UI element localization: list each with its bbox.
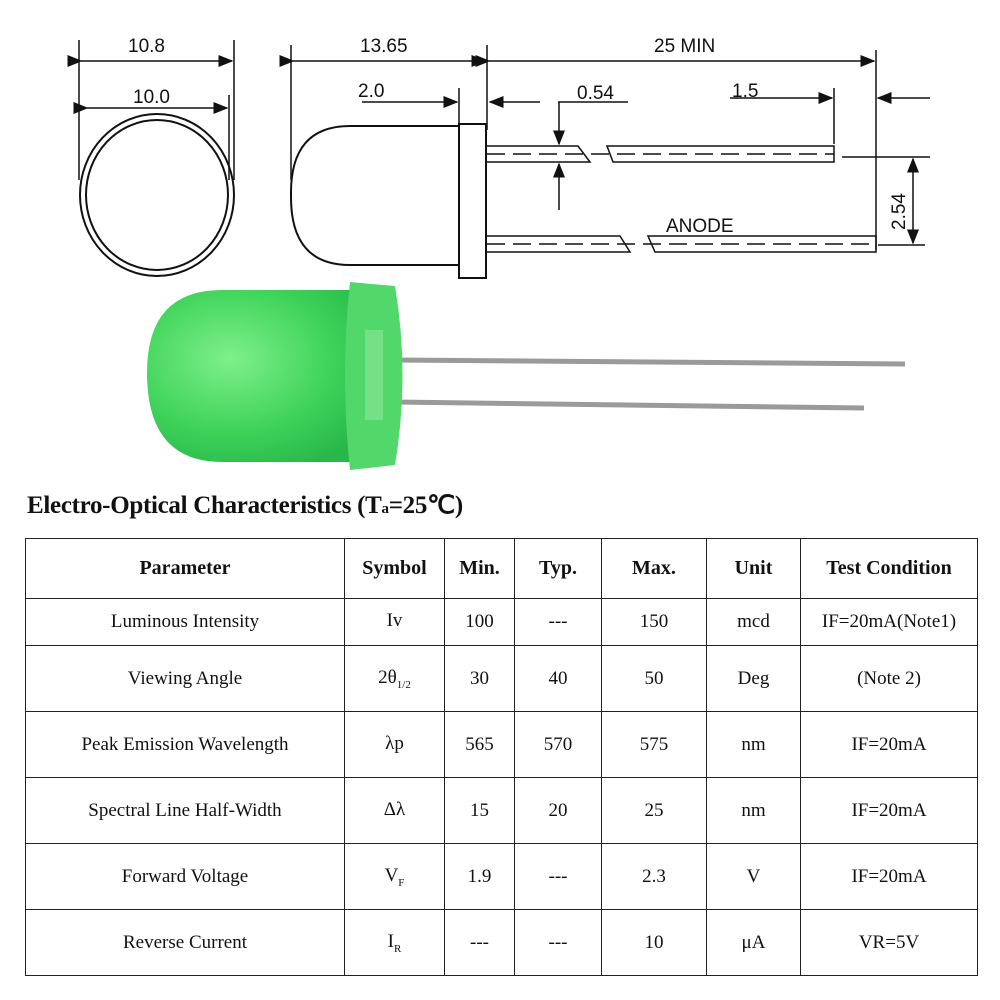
max-cell: 2.3 (602, 844, 707, 910)
symbol-cell: λp (345, 712, 445, 778)
parameter-cell: Viewing Angle (26, 646, 345, 712)
unit-cell: nm (707, 778, 801, 844)
parameter-cell: Spectral Line Half-Width (26, 778, 345, 844)
condition-cell: IF=20mA (801, 712, 978, 778)
typ-cell: 40 (515, 646, 602, 712)
col-max: Max. (602, 539, 707, 599)
col-parameter: Parameter (26, 539, 345, 599)
min-cell: 100 (445, 599, 515, 646)
typ-cell: --- (515, 599, 602, 646)
parameter-cell: Forward Voltage (26, 844, 345, 910)
min-cell: 30 (445, 646, 515, 712)
symbol-cell: Δλ (345, 778, 445, 844)
min-cell: --- (445, 910, 515, 976)
table-row (26, 712, 978, 778)
table-row (26, 646, 978, 712)
unit-cell: μA (707, 910, 801, 976)
dim-body-length: 13.65 (360, 36, 408, 57)
green-led-photo (147, 282, 905, 470)
table-row (26, 599, 978, 646)
symbol-cell: $V_F$ (345, 844, 445, 910)
condition-cell: (Note 2) (801, 646, 978, 712)
dim-lead-end: 1.5 (732, 81, 759, 102)
min-cell: 1.9 (445, 844, 515, 910)
dim-lead-width: 0.54 (577, 83, 614, 104)
symbol-cell: $I_R$ (345, 910, 445, 976)
table-row (26, 910, 978, 976)
table-header-row (26, 539, 978, 599)
section-title: Electro-Optical Characteristics (Ta=25℃) (27, 492, 463, 519)
typ-cell: --- (515, 844, 602, 910)
condition-cell: IF=20mA (801, 778, 978, 844)
condition-cell: VR=5V (801, 910, 978, 976)
col-symbol: Symbol (345, 539, 445, 599)
dim-inner-diameter: 10.0 (133, 87, 170, 108)
parameter-cell: Reverse Current (26, 910, 345, 976)
col-typ: Typ. (515, 539, 602, 599)
dim-outer-diameter: 10.8 (128, 36, 165, 57)
max-cell: 575 (602, 712, 707, 778)
max-cell: 10 (602, 910, 707, 976)
typ-cell: --- (515, 910, 602, 976)
col-test-condition: Test Condition (801, 539, 978, 599)
parameter-cell: Luminous Intensity (26, 599, 345, 646)
characteristics-table (25, 538, 978, 976)
table-row (26, 844, 978, 910)
dim-flange: 2.0 (358, 81, 385, 102)
max-cell: 50 (602, 646, 707, 712)
unit-cell: Deg (707, 646, 801, 712)
symbol-cell: $2\theta_{1/2}$ (345, 646, 445, 712)
parameter-cell: Peak Emission Wavelength (26, 712, 345, 778)
max-cell: 25 (602, 778, 707, 844)
table-row (26, 778, 978, 844)
typ-cell: 20 (515, 778, 602, 844)
condition-cell: IF=20mA(Note1) (801, 599, 978, 646)
min-cell: 15 (445, 778, 515, 844)
dim-lead-length: 25 MIN (654, 36, 716, 57)
led-dimension-drawing (0, 0, 1000, 480)
col-unit: Unit (707, 539, 801, 599)
unit-cell: mcd (707, 599, 801, 646)
symbol-cell: Iv (345, 599, 445, 646)
anode-label: ANODE (666, 216, 734, 237)
col-min: Min. (445, 539, 515, 599)
condition-cell: IF=20mA (801, 844, 978, 910)
dim-pitch: 2.54 (889, 193, 910, 230)
unit-cell: nm (707, 712, 801, 778)
unit-cell: V (707, 844, 801, 910)
max-cell: 150 (602, 599, 707, 646)
typ-cell: 570 (515, 712, 602, 778)
min-cell: 565 (445, 712, 515, 778)
